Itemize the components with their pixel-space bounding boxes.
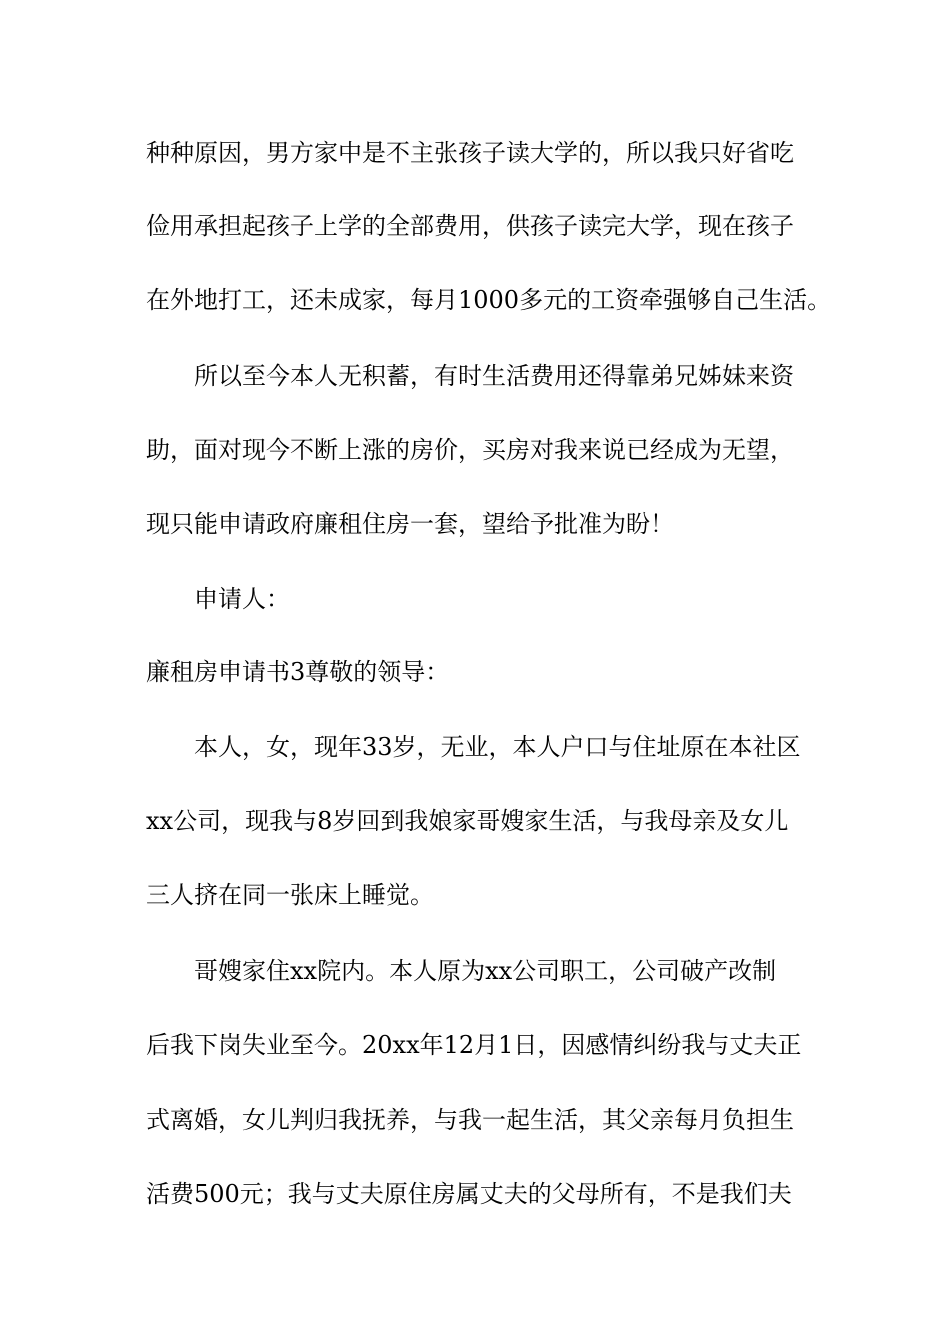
paragraph-line: 俭用承担起孩子上学的全部费用，供孩子读完大学，现在孩子 (146, 212, 794, 240)
paragraph-line: 哥嫂家住xx院内。本人原为xx公司职工，公司破产改制 (194, 957, 777, 985)
paragraph-line: 在外地打工，还未成家，每月1000多元的工资牵强够自己生活。 (146, 286, 832, 314)
section-heading: 廉租房申请书3尊敬的领导： (146, 658, 450, 686)
paragraph-line: 助，面对现今不断上涨的房价，买房对我来说已经成为无望， (146, 436, 794, 464)
paragraph-line: 式离婚，女儿判归我抚养，与我一起生活，其父亲每月负担生 (146, 1106, 794, 1134)
paragraph-line: 后我下岗失业至今。20xx年12月1日，因感情纠纷我与丈夫正 (146, 1031, 802, 1059)
paragraph-line: xx公司，现我与8岁回到我娘家哥嫂家生活，与我母亲及女儿 (146, 807, 789, 835)
paragraph-line: 种种原因，男方家中是不主张孩子读大学的，所以我只好省吃 (146, 139, 794, 167)
paragraph-line: 本人，女，现年33岁，无业，本人户口与住址原在本社区 (194, 733, 801, 761)
paragraph-line: 三人挤在同一张床上睡觉。 (146, 881, 434, 909)
paragraph-line: 现只能申请政府廉租住房一套，望给予批准为盼！ (146, 510, 674, 538)
paragraph-line: 所以至今本人无积蓄，有时生活费用还得靠弟兄姊妹来资 (194, 362, 794, 390)
paragraph-line: 活费500元；我与丈夫原住房属丈夫的父母所有，不是我们夫 (146, 1180, 792, 1208)
applicant-label: 申请人： (194, 585, 290, 613)
